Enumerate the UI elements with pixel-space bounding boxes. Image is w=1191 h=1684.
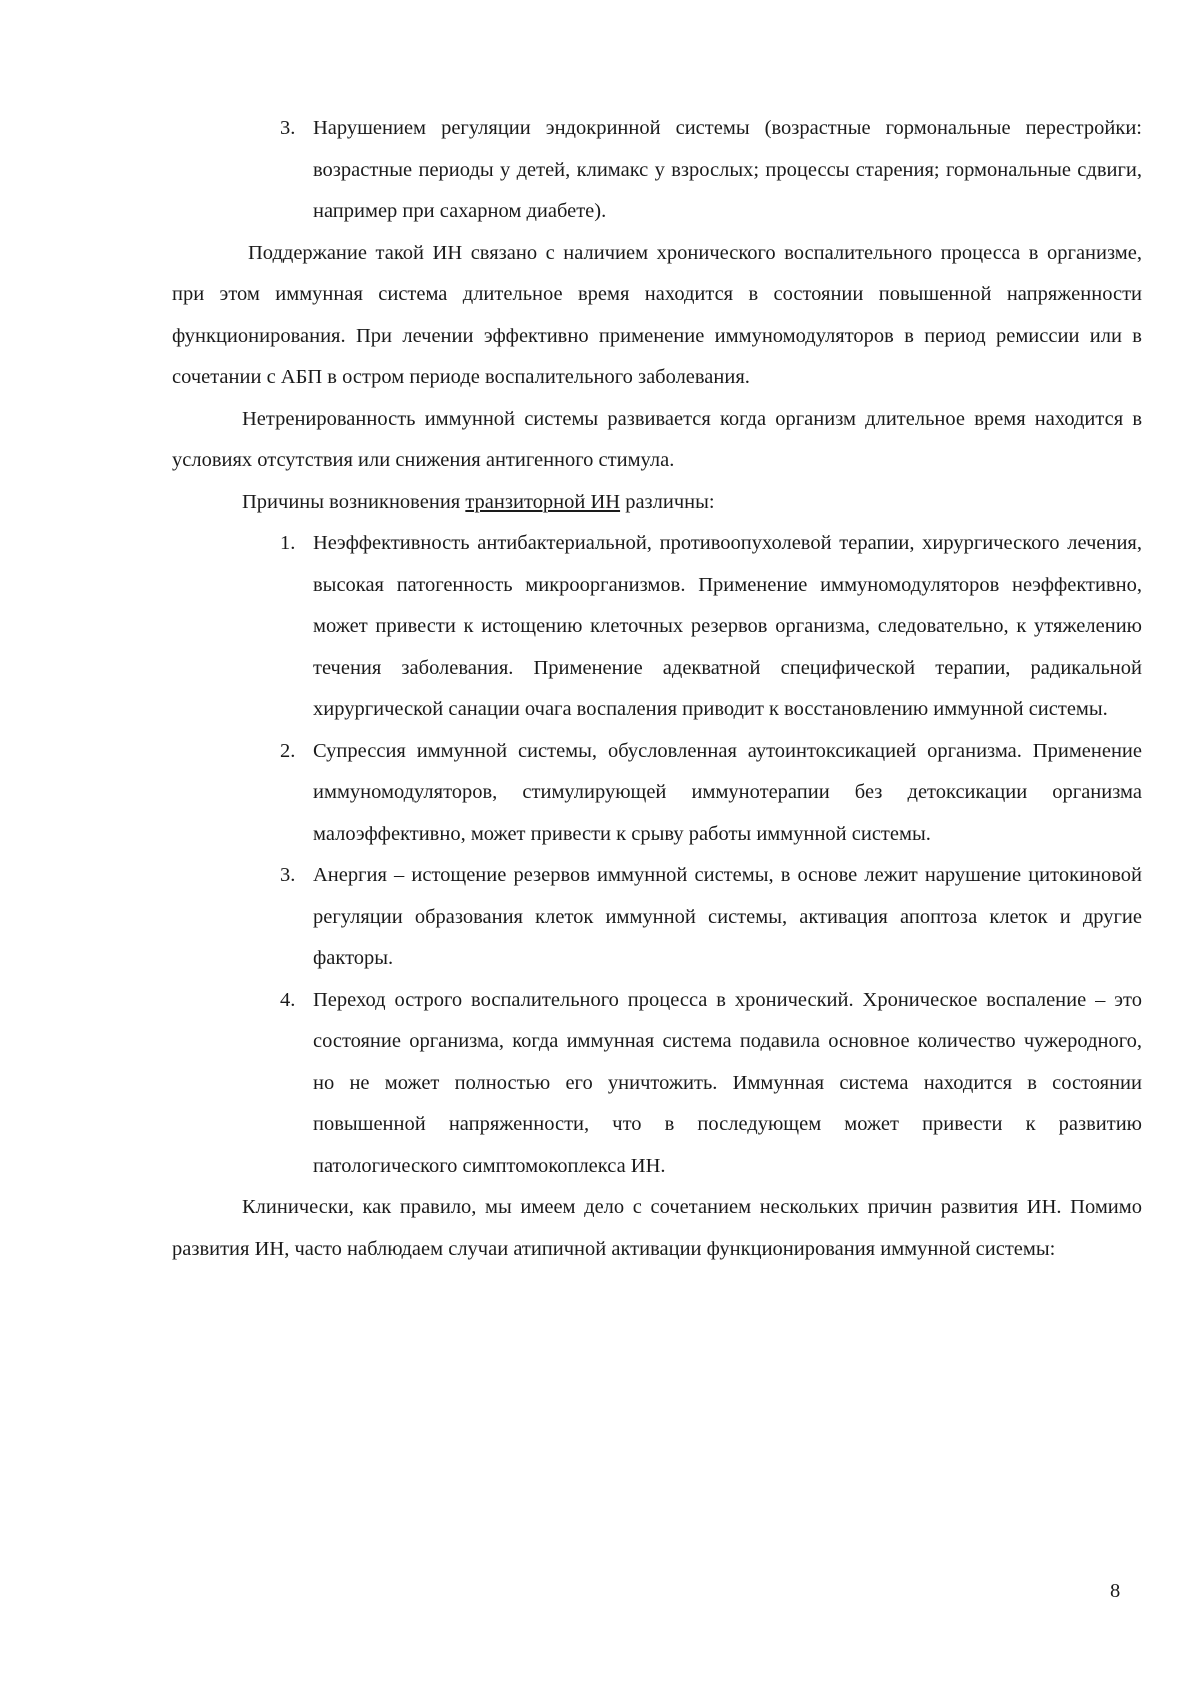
list-item-text: Неэффективность антибактериальной, противоопухолевой терапии, хирургического лечения, высокая патогенность микроорганизмов. Применение иммуномодуляторов неэффективно, может привести к истощению клеточных резервов организма, следовательно, к утяжелению течения заболевания. Применение адекватной специфической терапии, радикальной хирургической санации очага воспаления приводит к восстановлению иммунной системы. [313, 532, 1142, 720]
list-item [172, 108, 1142, 233]
list-item-number: 2. [280, 739, 296, 762]
top-list [172, 108, 1142, 233]
list-item [172, 980, 1142, 1188]
page-content [172, 108, 1142, 1270]
list-item-text: Анергия – истощение резервов иммунной системы, в основе лежит нарушение цитокиновой регуляции образования клеток иммунной системы, активация апоптоза клеток и другие факторы. [313, 864, 1142, 969]
paragraph-clinical: Клинически, как правило, мы имеем дело с сочетанием нескольких причин развития ИН. Помимо развития ИН, часто наблюдаем случаи атипичной активации функционирования иммунной системы: [172, 1196, 1142, 1260]
list-item [172, 855, 1142, 980]
list-item-number: 1. [280, 532, 296, 554]
list-item-number: 4. [280, 988, 296, 1011]
list-item-text: Переход острого воспалительного процесса в хронический. Хроническое воспаление – это состояние организма, когда иммунная система подавила основное количество чужеродного, но не может полностью его уничтожить. Иммунная система находится в состоянии повышенной напряженности, что в последующем может привести к развитию патологического симптомокоплекса ИН. [313, 988, 1142, 1177]
causes-intro-end: различны: [620, 490, 715, 513]
list-item-number: 3. [280, 117, 296, 139]
causes-list [172, 523, 1142, 1187]
underlined-term: транзиторной ИН [465, 490, 621, 513]
paragraph-causes-intro [172, 482, 1142, 524]
causes-intro-text: Причины возникновения [242, 490, 466, 513]
list-item-text: Супрессия иммунной системы, обусловленная аутоинтоксикацией организма. Применение иммуномодуляторов, стимулирующей иммунотерапии без детоксикации организма малоэффективно, может привести к срыву работы иммунной системы. [313, 739, 1142, 845]
page-number: 8 [1110, 1580, 1121, 1602]
list-item-text: Нарушением регуляции эндокринной системы (возрастные гормональные перестройки: возрастные периоды у детей, климакс у взрослых; процессы старения; гормональные сдвиги, например при сахарном диабете). [313, 117, 1142, 222]
list-item-number: 3. [280, 864, 296, 886]
list-item [172, 523, 1142, 731]
paragraph-untrained-immunity: Нетренированность иммунной системы развивается когда организм длительное время находится в условиях отсутствия или снижения антигенного стимула. [172, 407, 1142, 471]
paragraph-maintenance: Поддержание такой ИН связано с наличием хронического воспалительного процесса в организме, при этом иммунная система длительное время находится в состоянии повышенной напряженности функционирования. При лечении эффективно применение иммуномодуляторов в период ремиссии или в сочетании с АБП в остром периоде воспалительного заболевания. [172, 241, 1142, 388]
list-item [172, 731, 1142, 856]
